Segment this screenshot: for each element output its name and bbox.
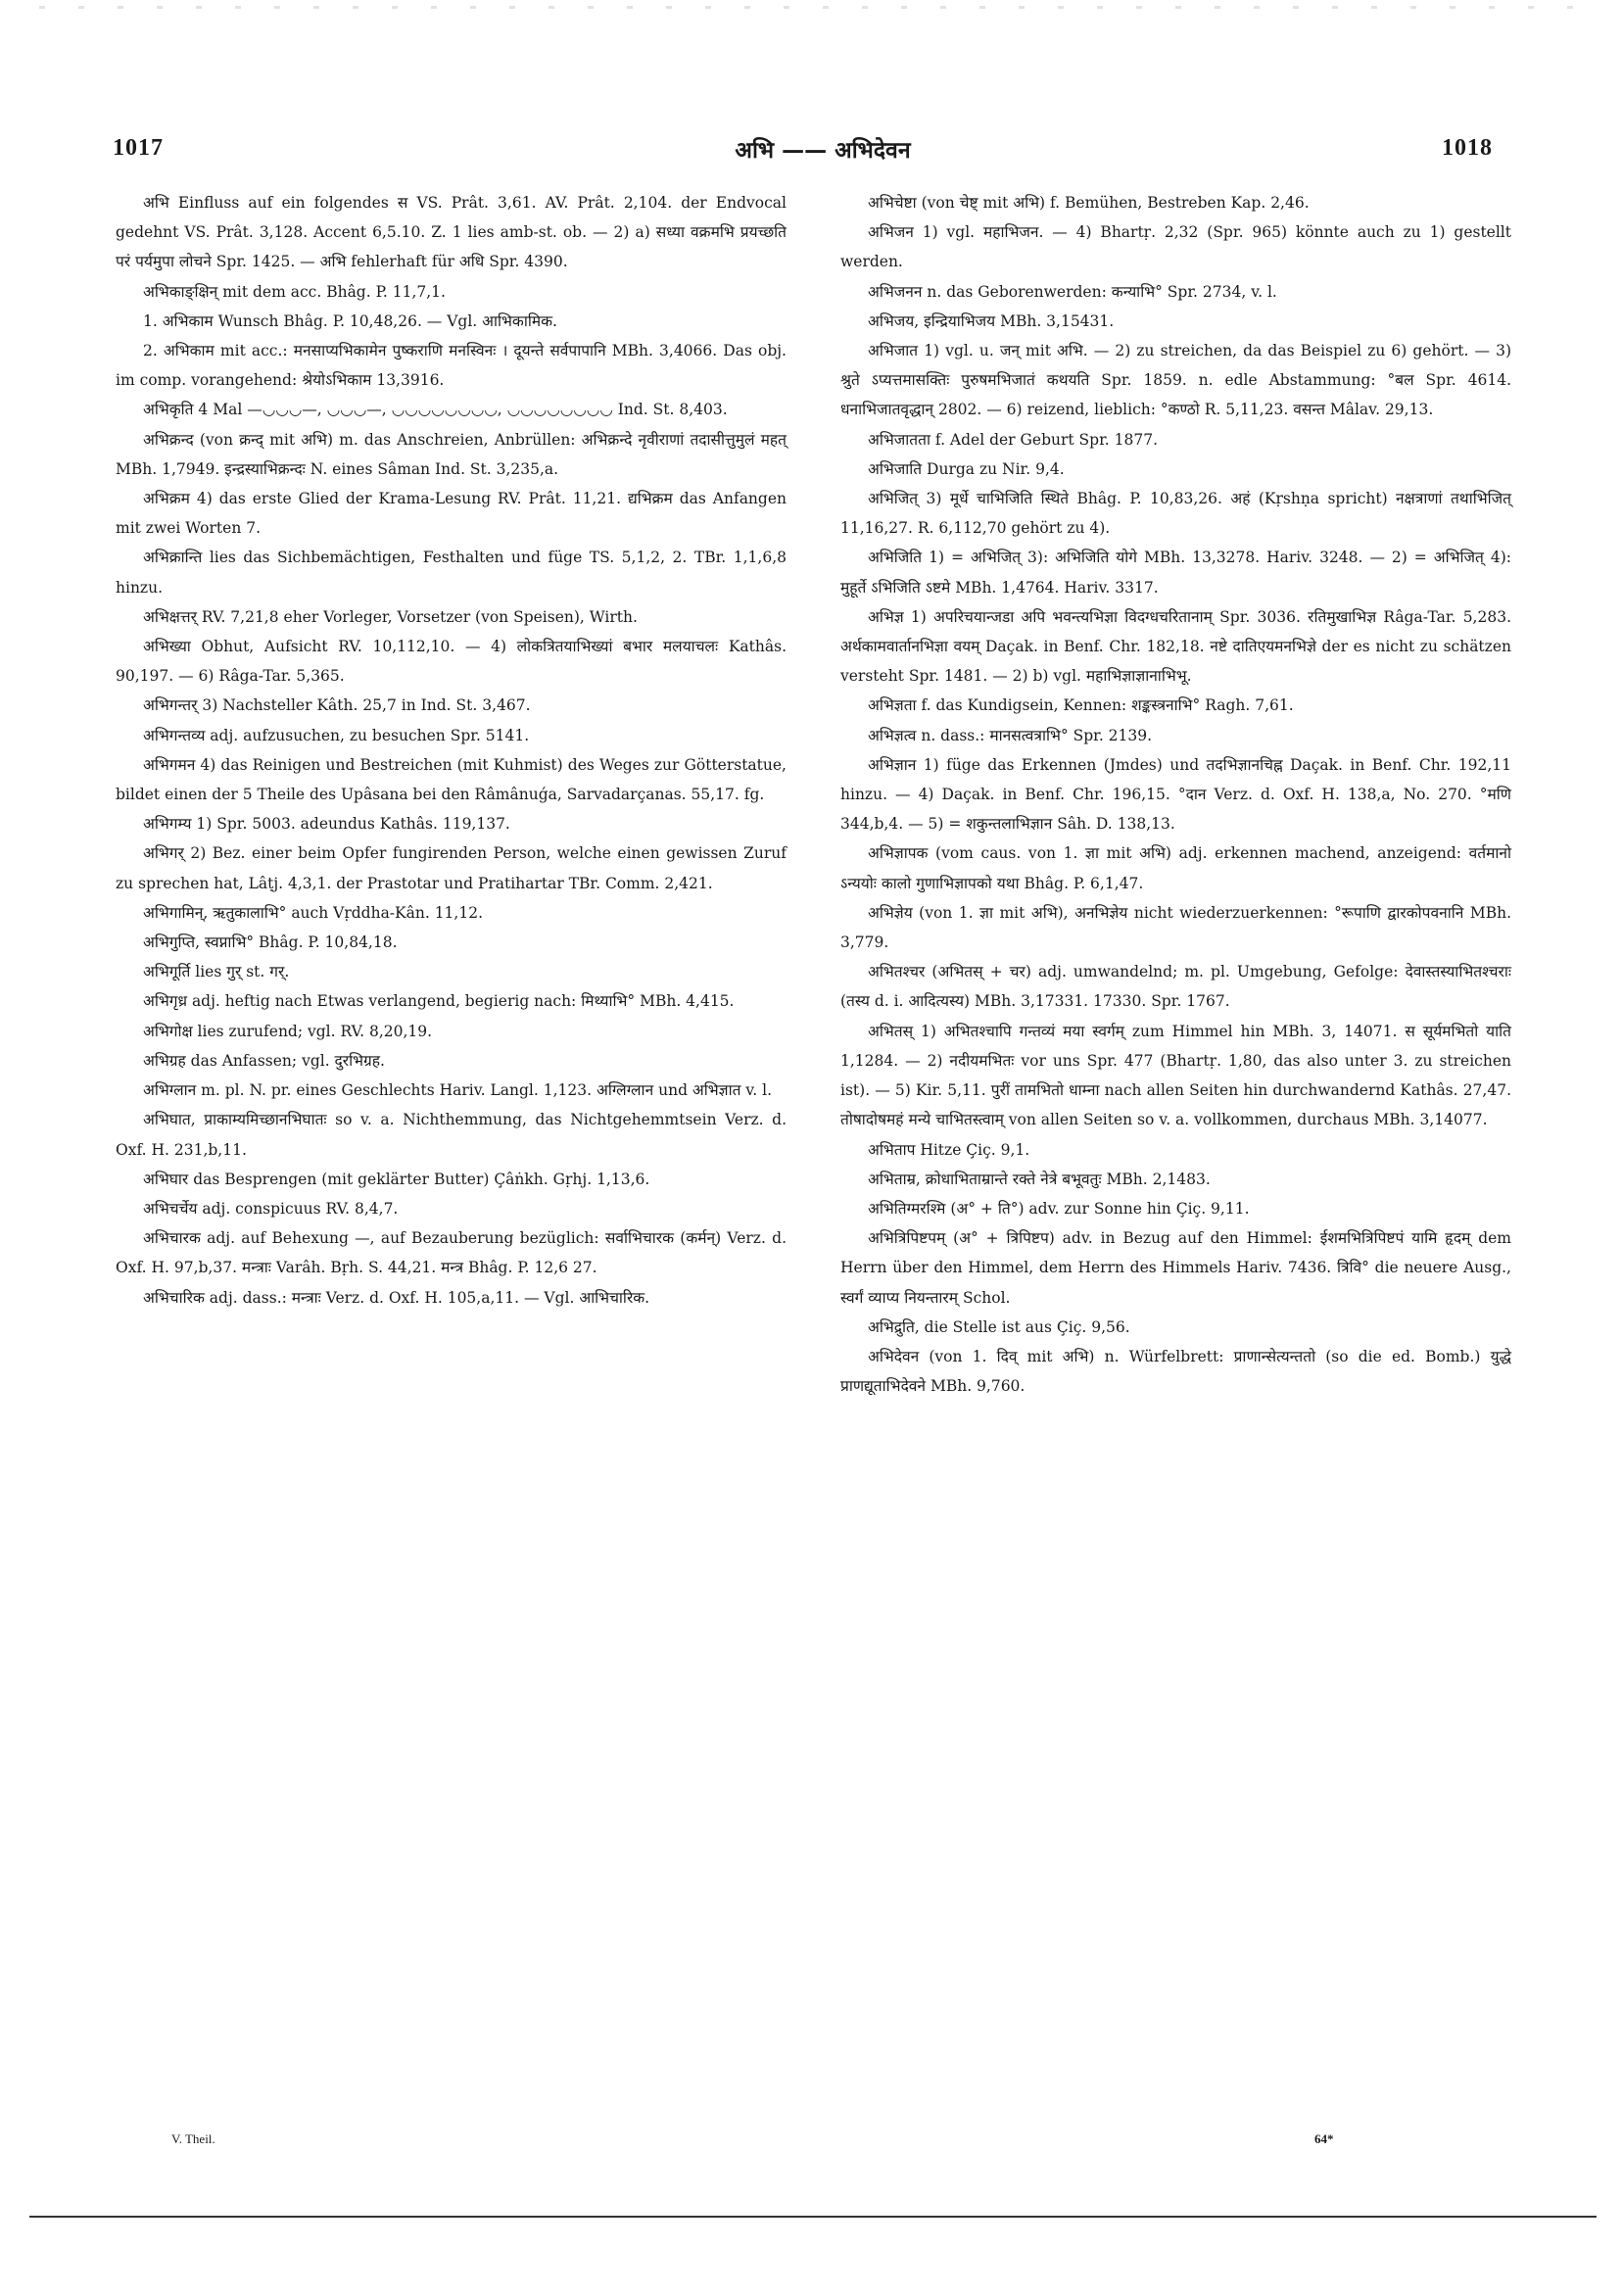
dictionary-entry: 1. अभिकाम Wunsch Bhâg. P. 10,48,26. — Vgl. आभिकामिक. — [143, 311, 557, 330]
dictionary-entry: अभिचारिक adj. dass.: मन्त्राः Verz. d. Oxf. H. 105,a,11. — Vgl. आभिचारिक. — [143, 1288, 650, 1307]
dictionary-entry: अभिक्षत्तर् RV. 7,21,8 eher Vorleger, Vorsetzer (von Speisen), Wirth. — [143, 607, 638, 626]
dictionary-entry: अभिचर्चेय adj. conspicuus RV. 8,4,7. — [143, 1199, 399, 1218]
dictionary-entry: अभिगोक्ष lies zurufend; vgl. RV. 8,20,19. — [143, 1022, 433, 1040]
dictionary-entry: अभिज्ञान 1) füge das Erkennen (Jmdes) und तदभिज्ञानचिह्न Daçak. in Benf. Chr. 192,11 hinzu. — 4) Daçak. in Benf. Chr. 196,15. °दान Verz. d. Oxf. H. 138,a, No. 270. °मणि 344,b,4. — 5) = शकुन्तलाभिज्ञान Sâh. D. 138,13. — [840, 755, 1511, 834]
dictionary-entry: अभिगन्तव्य adj. aufzusuchen, zu besuchen Spr. 5141. — [143, 726, 530, 744]
dictionary-entry: अभिजाति Durga zu Nir. 9,4. — [868, 459, 1065, 478]
dictionary-entry: अभिज्ञापक (vom caus. von 1. ज्ञा mit अभि) adj. erkennen machend, anzeigend: वर्तमानो ऽन्ययोः कालो गुणाभिज्ञापको यथा Bhâg. P. 6,1,47. — [840, 844, 1511, 892]
dictionary-entry: 2. अभिकाम mit acc.: मनसाप्यभिकामेन पुष्कराणि मनस्विनः । दूयन्ते सर्वपापानि MBh. 3,4066. Das obj. im comp. vorangehend: श्रेयोऽभिकाम 13,3916. — [116, 342, 787, 390]
dictionary-entry: अभिजात 1) vgl. u. जन् mit अभि. — 2) zu streichen, da das Beispiel zu 6) gehört. — 3) श्रुते ऽप्यत्तमासक्तिः पुरुषमभिजातं कथयति Spr. 1859. n. edle Abstammung: °बल Spr. 4614. धनाभिजातवृद्धान् 2802. — 6) reizend, lieblich: °कण्ठो R. 5,11,23. वसन्त Mâlav. 29,13. — [840, 342, 1511, 419]
dictionary-entry: अभिजातता f. Adel der Geburt Spr. 1877. — [868, 430, 1159, 449]
dictionary-entry: अभितिग्मरश्मि (अ° + ति°) adv. zur Sonne hin Çiç. 9,11. — [868, 1199, 1250, 1218]
left-page-number: 1017 — [113, 135, 164, 161]
scan-artifact — [39, 6, 1587, 9]
dictionary-entry: अभिजन 1) vgl. महाभिजन. — 4) Bhartṛ. 2,32 (Spr. 965) könnte auch zu 1) gestellt werden. — [840, 223, 1511, 271]
dictionary-entry: अभिख्या Obhut, Aufsicht RV. 10,112,10. — 4) लोकत्रितयाभिख्यां बभार मलयाचलः Kathâs. 90,197. — 6) Râga-Tar. 5,365. — [116, 638, 787, 686]
left-column — [116, 188, 787, 1313]
dictionary-entry: अभितस् 1) अभितश्चापि गन्तव्यं मया स्वर्गम् zum Himmel hin MBh. 3, 14071. स सूर्यमभितो याति 1,1284. — 2) नदीयमभितः vor uns Spr. 477 (Bhartṛ. 1,80, das also unter 3. zu streichen ist). — 5) Kir. 5,11. पुरीं तामभितो धाम्ना nach allen Seiten hin durchwandernd Kathâs. 27,47. तोषादोषमहं मन्ये चाभितस्त्वाम् von allen Seiten so v. a. vollkommen, durchaus MBh. 3,14077. — [840, 1022, 1511, 1129]
right-column — [840, 188, 1511, 1401]
dictionary-entry: अभिज्ञ 1) अपरिचयान्जडा अपि भवन्त्यभिज्ञा विदग्धचरितानाम् Spr. 3036. रतिमुखाभिज्ञ Râga-Tar. 5,283. अर्थकामवार्तानभिज्ञा वयम् Daçak. in Benf. Chr. 182,18. नष्टे दातिएयमनभिज्ञे der es nicht zu schätzen versteht Spr. 1481. — 2) b) vgl. महाभिज्ञाज्ञानाभिभू. — [840, 607, 1511, 686]
right-page-number: 1018 — [1442, 135, 1493, 161]
dictionary-entry: अभिज्ञता f. das Kundigsein, Kennen: शङ्कस्त्रनाभि° Ragh. 7,61. — [868, 696, 1294, 715]
dictionary-entry: अभिजिति 1) = अभिजित् 3): अभिजिति योगे MBh. 13,3278. Hariv. 3248. — 2) = अभिजित् 4): मुहूर्ते ऽभिजिति ऽष्टमे MBh. 1,4764. Hariv. 3317. — [840, 549, 1511, 597]
dictionary-entry: अभिग्लान m. pl. N. pr. eines Geschlechts Hariv. Langl. 1,123. अग्लिग्लान und अभिज्ञात v. l. — [143, 1081, 773, 1100]
dictionary-entry: अभिज्ञत्व n. dass.: मानसत्वत्राभि° Spr. 2139. — [868, 726, 1153, 744]
signature-mark: 64* — [1314, 2131, 1334, 2146]
dictionary-entry: अभिकृति 4 Mal —◡◡◡—, ◡◡◡—, ◡◡◡◡◡◡◡◡, ◡◡◡◡◡◡◡◡ Ind. St. 8,403. — [143, 401, 728, 419]
dictionary-entry: अभिकाङ्क्षिन् mit dem acc. Bhâg. P. 11,7,1. — [143, 282, 446, 301]
dictionary-entry: अभिजय, इन्द्रियाभिजय MBh. 3,15431. — [868, 311, 1115, 330]
dictionary-entry: अभिक्रम 4) das erste Glied der Krama-Lesung RV. Prât. 11,21. द्यभिक्रम das Anfangen mit zwei Worten 7. — [116, 490, 787, 538]
dictionary-entry: अभि Einfluss auf ein folgendes स VS. Prât. 3,61. AV. Prât. 2,104. der Endvocal gedehnt VS. Prât. 3,128. Accent 6,5.10. Z. 1 lies amb-st. ob. — 2) a) सध्या वक्रमभि प्रयच्छति परं पर्यमुपा लोचने Spr. 1425. — अभि fehlerhaft für अधि Spr. 4390. — [116, 194, 787, 271]
dictionary-entry: अभिचेष्टा (von चेष्ट् mit अभि) f. Bemühen, Bestreben Kap. 2,46. — [868, 194, 1310, 212]
dictionary-entry: अभिगृध्र adj. heftig nach Etwas verlangend, begierig nach: मिथ्याभि° MBh. 4,415. — [143, 992, 735, 1011]
dictionary-entry: अभिजनन n. das Geborenwerden: कन्याभि° Spr. 2734, v. l. — [868, 282, 1277, 301]
dictionary-entry: अभिगूर्ति lies गुर् st. गर्. — [143, 963, 290, 981]
dictionary-entry: अभिघात, प्राकाम्यमिच्छानभिघातः so v. a. Nichthemmung, das Nichtgehemmtsein Verz. d. Oxf. H. 231,b,11. — [116, 1111, 787, 1159]
headword-range: अभि —— अभिदेवन — [735, 138, 911, 164]
dictionary-entry: अभिताप Hitze Çiç. 9,1. — [868, 1140, 1030, 1159]
dictionary-entry: अभिगर् 2) Bez. einer beim Opfer fungirenden Person, welche einen gewissen Zuruf zu sprechen hat, Lâṭj. 4,3,1. der Prastotar und Pratihartar TBr. Comm. 2,421. — [116, 844, 787, 892]
dictionary-entry: अभिगामिन्, ऋतुकालाभि° auch Vṛddha-Kân. 11,12. — [143, 903, 484, 922]
dictionary-entry: अभिगुप्ति, स्वप्नाभि° Bhâg. P. 10,84,18. — [143, 933, 398, 952]
dictionary-entry: अभिक्रन्द (von क्रन्द् mit अभि) m. das Anschreien, Anbrüllen: अभिक्रन्दे नृवीराणां तदासीत्तुमुलं महत् MBh. 1,7949. इन्द्रस्याभिक्रन्दः N. eines Sâman Ind. St. 3,235,a. — [116, 430, 787, 478]
dictionary-entry: अभिक्रान्ति lies das Sichbemächtigen, Festhalten und füge TS. 5,1,2, 2. TBr. 1,1,6,8 hinzu. — [116, 549, 787, 597]
dictionary-entry: अभिगम्य 1) Spr. 5003. adeundus Kathâs. 119,137. — [143, 815, 510, 834]
dictionary-entry: अभिघार das Besprengen (mit geklärter Butter) Çâṅkh. Gṛhj. 1,13,6. — [143, 1170, 650, 1188]
dictionary-entry: अभिज्ञेय (von 1. ज्ञा mit अभि), अनभिज्ञेय nicht wiederzuerkennen: °रूपाणि द्वारकोपवनानि MBh. 3,779. — [840, 903, 1511, 952]
volume-note: V. Theil. — [171, 2131, 215, 2146]
dictionary-entry: अभिगन्तर् 3) Nachsteller Kâth. 25,7 in Ind. St. 3,467. — [143, 696, 531, 715]
dictionary-entry: अभिताम्र, क्रोधाभिताम्रान्ते रक्ते नेत्रे बभूवतुः MBh. 2,1483. — [868, 1170, 1211, 1188]
dictionary-entry: अभिद्रुति, die Stelle ist aus Çiç. 9,56. — [868, 1317, 1130, 1336]
dictionary-entry: अभिगमन 4) das Reinigen und Bestreichen (mit Kuhmist) des Weges zur Götterstatue, bildet einen der 5 Theile des Upâsana bei den Râmânuǵa, Sarvadarçanas. 55,17. fg. — [116, 755, 787, 804]
dictionary-entry: अभिचारक adj. auf Behexung —, auf Bezauberung bezüglich: सर्वाभिचारक (कर्मन्) Verz. d. Oxf. H. 97,b,37. मन्त्राः Varâh. Bṛh. S. 44,21. मन्त्र Bhâg. P. 12,6 27. — [116, 1229, 787, 1277]
dictionary-entry: अभिदेवन (von 1. दिव् mit अभि) n. Würfelbrett: प्राणान्सेत्यन्ततो (so die ed. Bomb.) युद्धे प्राणद्यूताभिदेवने MBh. 9,760. — [840, 1347, 1511, 1396]
dictionary-entry: अभितश्चर (अभितस् + चर) adj. umwandelnd; m. pl. Umgebung, Gefolge: देवास्तस्याभितश्चराः (तस्य d. i. आदित्यस्य) MBh. 3,17331. 17330. Spr. 1767. — [840, 963, 1511, 1011]
dictionary-entry: अभिजित् 3) मूर्धे चाभिजिति स्थिते Bhâg. P. 10,83,26. अहं (Kṛshṇa spricht) नक्षत्राणां तथाभिजित् 11,16,27. R. 6,112,70 gehört zu 4). — [840, 490, 1511, 538]
dictionary-entry: अभित्रिपिष्टपम् (अ° + त्रिपिष्टप) adv. in Bezug auf den Himmel: ईशमभित्रिपिष्टपं यामि हृदम् dem Herrn über den Himmel, dem Herrn des Himmels Hariv. 7436. त्रिवि° die neuere Ausg., स्वर्गं व्याप्य नियन्तारम् Schol. — [840, 1229, 1511, 1307]
dictionary-entry: अभिग्रह das Anfassen; vgl. दुरभिग्रह. — [143, 1051, 385, 1070]
bottom-rule — [29, 2216, 1597, 2218]
